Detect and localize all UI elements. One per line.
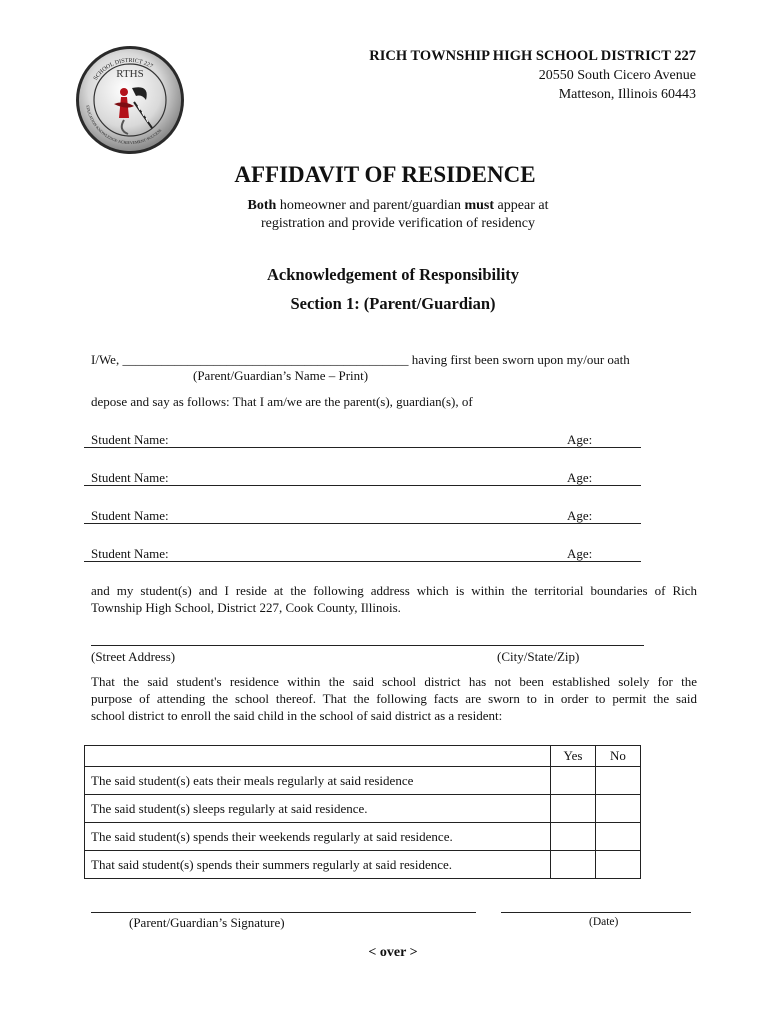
student-name-label: Student Name: <box>91 508 169 523</box>
seal-top-text: SCHOOL DISTRICT 227 <box>92 57 154 82</box>
residence-line-1: and my student(s) and I reside at the following address which is within the territorial boundaries of Rich <box>91 583 697 598</box>
table-row <box>85 767 641 795</box>
table-header-blank <box>85 746 551 767</box>
purpose-line-1: That the said student's residence within the said school district has not been established solely for the <box>91 674 697 689</box>
date-label: (Date) <box>589 916 619 928</box>
fact-text: The said student(s) eats their meals regularly at said residence <box>85 767 551 795</box>
yes-checkbox-cell[interactable] <box>551 767 596 795</box>
fact-text: The said student(s) sleeps regularly at said residence. <box>85 795 551 823</box>
purpose-statement <box>91 673 697 724</box>
no-checkbox-cell[interactable] <box>596 767 641 795</box>
city-state-zip-label: (City/State/Zip) <box>497 649 580 664</box>
oath-line <box>91 351 630 368</box>
student-age-field[interactable] <box>559 561 641 562</box>
subtitle-must: must <box>464 198 495 213</box>
student-name-field[interactable] <box>84 523 559 524</box>
subtitle <box>0 197 770 233</box>
residence-line-2: Township High School, District 227, Cook County, Illinois. <box>91 600 401 615</box>
purpose-line-2: purpose of attending the school thereof. That the following facts are sworn to in order to permit the said <box>91 691 697 706</box>
student-age-label: Age: <box>567 432 593 447</box>
over-indicator: < over > <box>368 945 418 960</box>
yes-checkbox-cell[interactable] <box>551 823 596 851</box>
purpose-line-3: school district to enroll the said child in the school of said district as a resident: <box>91 708 503 723</box>
no-checkbox-cell[interactable] <box>596 795 641 823</box>
acknowledgement-heading: Acknowledgement of Responsibility <box>266 265 520 284</box>
table-row <box>85 795 641 823</box>
fact-text: The said student(s) spends their weekends regularly at said residence. <box>85 823 551 851</box>
no-column-header: No <box>596 746 641 767</box>
residence-facts-table <box>84 745 641 879</box>
subtitle-mid: homeowner and parent/guardian <box>276 198 465 213</box>
document-title: AFFIDAVIT OF RESIDENCE <box>234 162 536 187</box>
subtitle-both: Both <box>247 198 277 213</box>
residence-statement <box>91 582 697 616</box>
student-name-field[interactable] <box>84 485 559 486</box>
student-age-field[interactable] <box>559 447 641 448</box>
signature-field[interactable] <box>91 912 476 913</box>
district-seal-logo <box>74 44 186 156</box>
section-heading: Section 1: (Parent/Guardian) <box>290 294 496 313</box>
district-address-block <box>369 47 696 104</box>
district-name: RICH TOWNSHIP HIGH SCHOOL DISTRICT 227 <box>369 48 696 64</box>
yes-checkbox-cell[interactable] <box>551 851 596 879</box>
student-age-field[interactable] <box>559 485 641 486</box>
student-name-field[interactable] <box>84 447 559 448</box>
yes-checkbox-cell[interactable] <box>551 795 596 823</box>
yes-column-header: Yes <box>551 746 596 767</box>
subtitle-line2: registration and provide verification of residency <box>260 216 536 231</box>
student-age-field[interactable] <box>559 523 641 524</box>
student-name-label: Student Name: <box>91 470 169 485</box>
student-name-label: Student Name: <box>91 546 169 561</box>
seal-initials: RTHS <box>116 68 144 80</box>
district-city: Matteson, Illinois 60443 <box>558 87 696 102</box>
subtitle-end: appear at <box>494 198 549 213</box>
no-checkbox-cell[interactable] <box>596 851 641 879</box>
table-row <box>85 851 641 879</box>
parent-name-blank[interactable]: ____________________________________________ <box>122 352 409 367</box>
street-address-label: (Street Address) <box>91 649 176 664</box>
student-age-label: Age: <box>567 546 593 561</box>
oath-prefix: I/We, <box>91 352 123 367</box>
student-name-label: Student Name: <box>91 432 169 447</box>
date-field[interactable] <box>501 912 691 913</box>
signature-label: (Parent/Guardian’s Signature) <box>129 915 285 930</box>
table-header-row <box>85 746 641 767</box>
table-row <box>85 823 641 851</box>
student-age-label: Age: <box>567 508 593 523</box>
student-age-label: Age: <box>567 470 593 485</box>
fact-text: That said student(s) spends their summers regularly at said residence. <box>85 851 551 879</box>
oath-suffix: having first been sworn upon my/our oath <box>408 352 630 367</box>
parent-name-caption: (Parent/Guardian’s Name – Print) <box>193 368 369 383</box>
district-street: 20550 South Cicero Avenue <box>538 68 696 83</box>
address-field[interactable] <box>91 645 644 646</box>
depose-text: depose and say as follows: That I am/we are the parent(s), guardian(s), of <box>91 394 473 409</box>
seal-bottom-text: EDUCATION·KNOWLEDGE·ACHIEVEMENT·SUCCESS <box>85 104 163 146</box>
student-name-field[interactable] <box>84 561 559 562</box>
no-checkbox-cell[interactable] <box>596 823 641 851</box>
